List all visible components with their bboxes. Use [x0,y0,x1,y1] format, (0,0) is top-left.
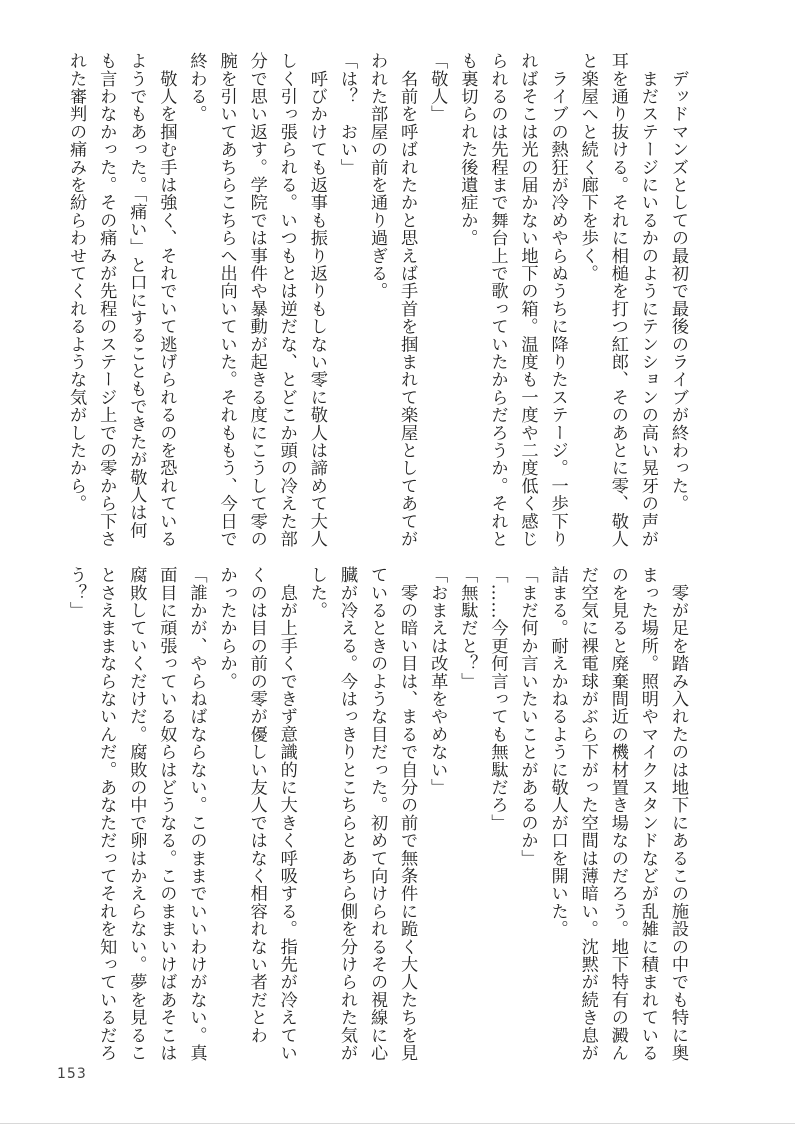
page-number: 153 [57,1066,87,1082]
text-line: 耳を通り抜ける。それに相槌を打つ紅郎、そのあとに零、敬人 [607,52,628,548]
text-line: 呼びかけても返事も振り返りもしない零に敬人は諦めて大人 [306,52,327,548]
text-line: ようでもあった。「痛い」と口にすることもできたが敬人は何 [126,52,147,539]
text-line: とさえままならないんだ。あなただってそれを知っているだろ [96,566,117,1062]
text-line: 息が上手くできず意識的に大きく呼吸する。指先が冷えてい [276,566,297,1062]
text-line: 詰まる。耐えかねるように敬人が口を開いた。 [547,566,568,938]
text-line: 「まだ何か言いたいことがあるのか」 [517,566,538,867]
text-line: ているときのような目だった。初めて向けられるその視線に心 [367,566,388,1062]
text-line: だ空気に裸電球がぶら下がった空間は薄暗い。沈黙が続き息が [577,566,598,1062]
text-line: まだステージにいるかのようにテンションの高い晃牙の声が [637,52,658,548]
text-line: のを見ると廃棄間近の機材置き場なのだろう。地下特有の澱ん [607,566,628,1062]
text-line: 「敬人」 [427,52,448,123]
text-line: 「誰かが、やらねばならない。このままでいいわけがない。真 [186,566,207,1062]
text-line: 臓が冷える。今はっきりとこちらとあちら側を分けられた気が [336,566,357,1062]
text-line: も言わなかった。その痛みが先程のステージ上での零から下さ [96,52,117,548]
text-line: 敬人を掴む手は強く、それでいて逃げられるのを恐れている [156,52,177,548]
text-line: 「無駄だと？」 [457,566,478,690]
text-line: かったからか。 [216,566,237,690]
text-line: 零の暗い目は、まるで自分の前で無条件に跪く大人たちを見 [397,566,418,1062]
text-line: 「おまえは改革をやめない」 [427,566,448,797]
text-line: 「……今更何言っても無駄だろ」 [487,566,508,832]
text-line: 分で思い返す。学院では事件や暴動が起きる度にこうして零の [246,52,267,548]
text-line: られるのは先程まで舞台上で歌っていたからだろうか。それと [487,52,508,548]
text-line: 「は？ おい」 [336,52,357,176]
upper-text-block [66,52,693,548]
text-line: 名前を呼ばれたかと思えば手首を掴まれて楽屋としてあてが [397,52,418,548]
text-line: デッドマンズとしての最初で最後のライブが終わった。 [668,52,688,513]
text-line: も裏切られた後遺症か。 [457,52,478,247]
text-line: まった場所。照明やマイクスタンドなどが乱雑に積まれている [637,566,658,1062]
text-line: と楽屋へと続く廊下を歩く。 [577,52,598,283]
page-bottom-rule [0,1123,795,1124]
text-line: ライブの熱狂が冷めやらぬうちに降りたステージ。一歩下り [547,52,568,548]
text-line: くのは目の前の零が優しい友人ではなく相容れない者だとわ [246,566,267,1044]
text-line: われた部屋の前を通り過ぎる。 [367,52,388,300]
text-line: 腐敗していくだけだ。腐敗の中で卵はかえらない。夢を見るこ [126,566,147,1062]
text-line: した。 [306,566,327,620]
text-line: れた審判の痛みを紛らわせてくれるような気がしたから。 [66,52,87,513]
text-line: う？」 [66,566,87,620]
lower-text-block [66,566,693,1062]
text-line: 零が足を踏み入れたのは地下にあるこの施設の中でも特に奥 [668,566,688,1062]
text-line: 腕を引いてあちらこちらへ出向いていた。それももう、今日で [216,52,237,548]
text-line: しく引っ張られる。いつもとは逆だな、とどこか頭の冷えた部 [276,52,297,548]
text-line: 終わる。 [186,52,207,123]
text-line: 面目に頑張っている奴らはどうなる。このままいけばあそこは [156,566,177,1062]
text-line: ればそこは光の届かない地下の箱。温度も一度や二度低く感じ [517,52,538,548]
